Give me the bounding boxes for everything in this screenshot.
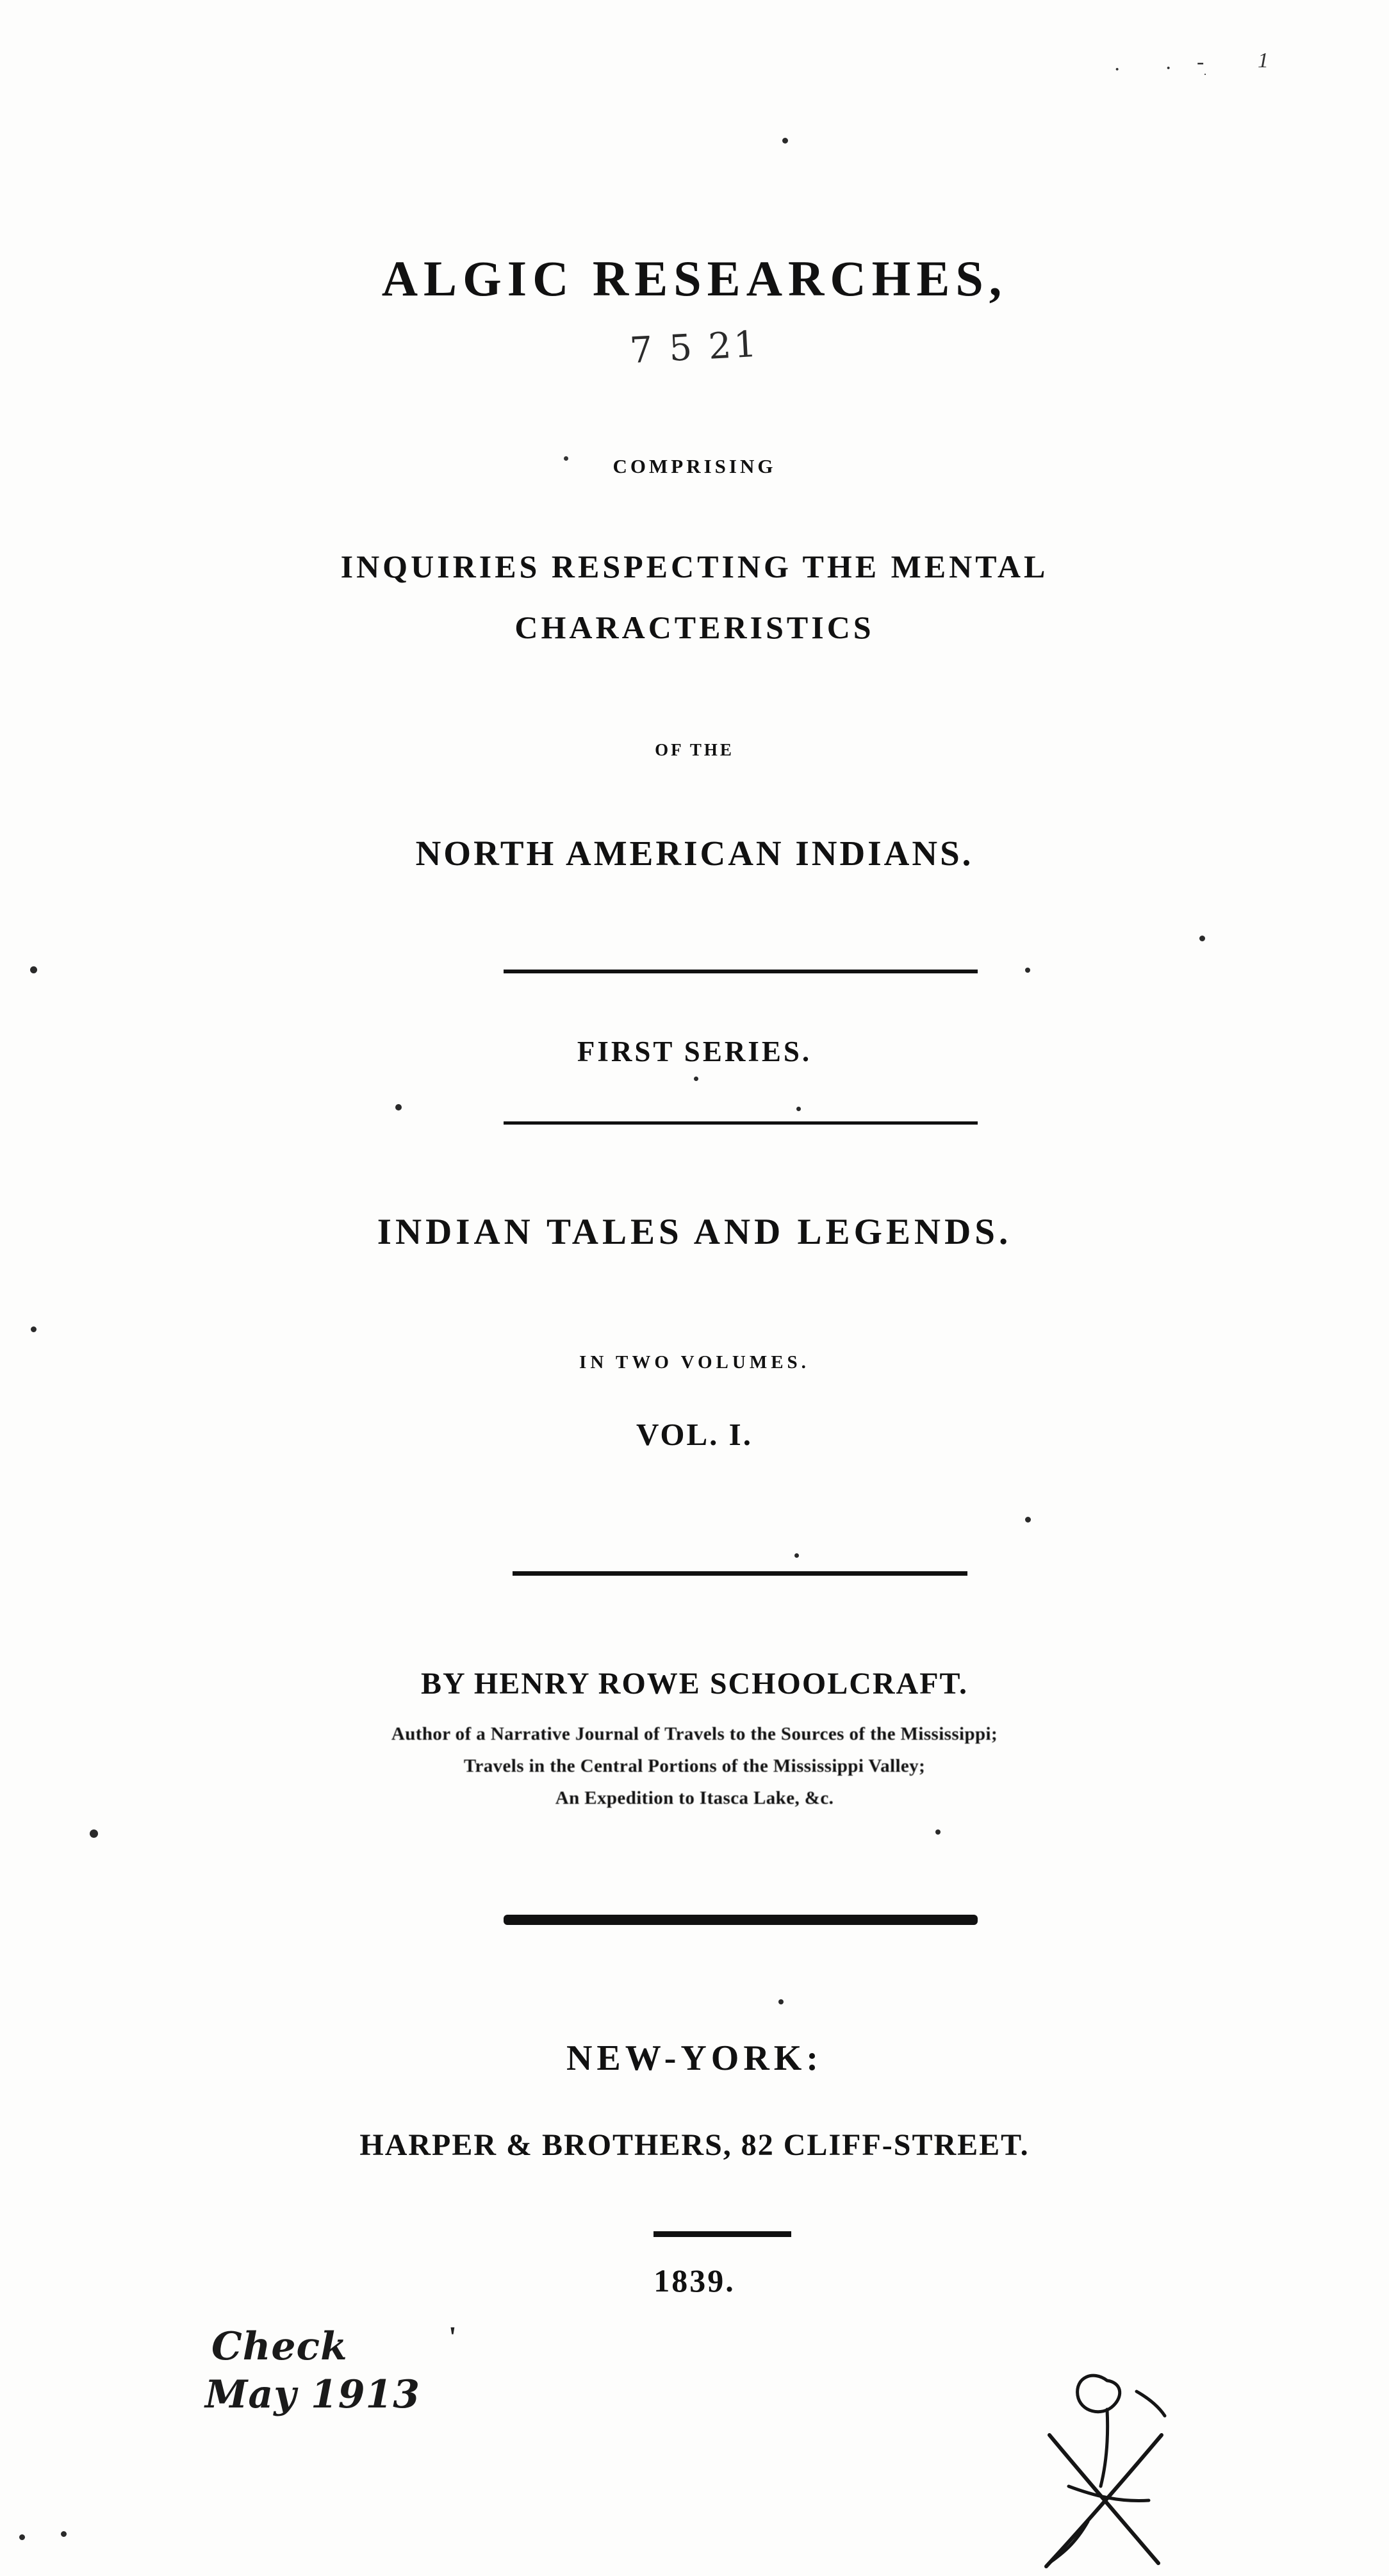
subtitle-line-2: CHARACTERISTICS (514, 609, 875, 645)
author-credit-line: An Expedition to Itasca Lake, &c. (555, 1788, 834, 1808)
thick-divider-rule (504, 1915, 978, 1925)
speckle (778, 1999, 784, 2004)
divider-rule (513, 1571, 967, 1576)
speckle (395, 1104, 402, 1110)
speckle (694, 1077, 698, 1081)
speckle (90, 1829, 98, 1838)
corner-mark-dot: · (1203, 68, 1207, 81)
corner-mark-4: 1 (1258, 49, 1269, 72)
author-credit-line: Travels in the Central Portions of the Mississippi Valley; (463, 1756, 926, 1776)
speckle (31, 1326, 37, 1332)
pencil-annotation: 7 5 21 (629, 323, 760, 372)
speckle (19, 2534, 25, 2540)
volume-label: VOL. I. (636, 1417, 753, 1452)
city-label: NEW-YORK: (566, 2038, 823, 2078)
section-title: INDIAN TALES AND LEGENDS. (377, 1212, 1012, 1252)
publication-year: 1839. (653, 2263, 736, 2299)
library-stamp-tick: ' (448, 2320, 457, 2353)
speckle (1199, 936, 1205, 941)
divider-rule (504, 1121, 978, 1125)
speckle (1025, 968, 1030, 973)
publisher-line: HARPER & BROTHERS, 82 CLIFF-STREET. (359, 2128, 1030, 2162)
speckle (1025, 1517, 1031, 1523)
speckle (61, 2531, 67, 2537)
speckle (796, 1107, 801, 1111)
corner-mark-3: - (1197, 50, 1204, 74)
speckle (782, 138, 788, 144)
library-stamp-line-2: May 1913 (205, 2372, 421, 2417)
subtitle-line-1: INQUIRIES RESPECTING THE MENTAL (340, 549, 1049, 584)
speckle (935, 1829, 941, 1835)
author-line: BY HENRY ROWE SCHOOLCRAFT. (421, 1667, 968, 1701)
comprising-label: COMPRISING (612, 455, 777, 477)
library-stamp-line-1: Check (211, 2324, 348, 2369)
corner-mark-1: · (1114, 58, 1121, 81)
speckle (30, 966, 37, 973)
speckle (794, 1553, 799, 1558)
ink-scribble-icon (1011, 2358, 1203, 2570)
series-label: FIRST SERIES. (577, 1036, 812, 1068)
volumes-note: IN TWO VOLUMES. (579, 1352, 810, 1373)
divider-rule (504, 970, 978, 973)
corner-mark-2: · (1165, 56, 1172, 80)
book-title: ALGIC RESEARCHES, (381, 251, 1008, 306)
library-stamp (205, 2323, 421, 2419)
author-credit-line: Author of a Narrative Journal of Travels to the Sources of the Mississippi; (391, 1724, 998, 1744)
subject-title: NORTH AMERICAN INDIANS. (415, 834, 974, 873)
corner-pen-marks (1107, 51, 1312, 90)
short-divider-rule (653, 2231, 791, 2237)
of-the-label: OF THE (655, 740, 734, 759)
